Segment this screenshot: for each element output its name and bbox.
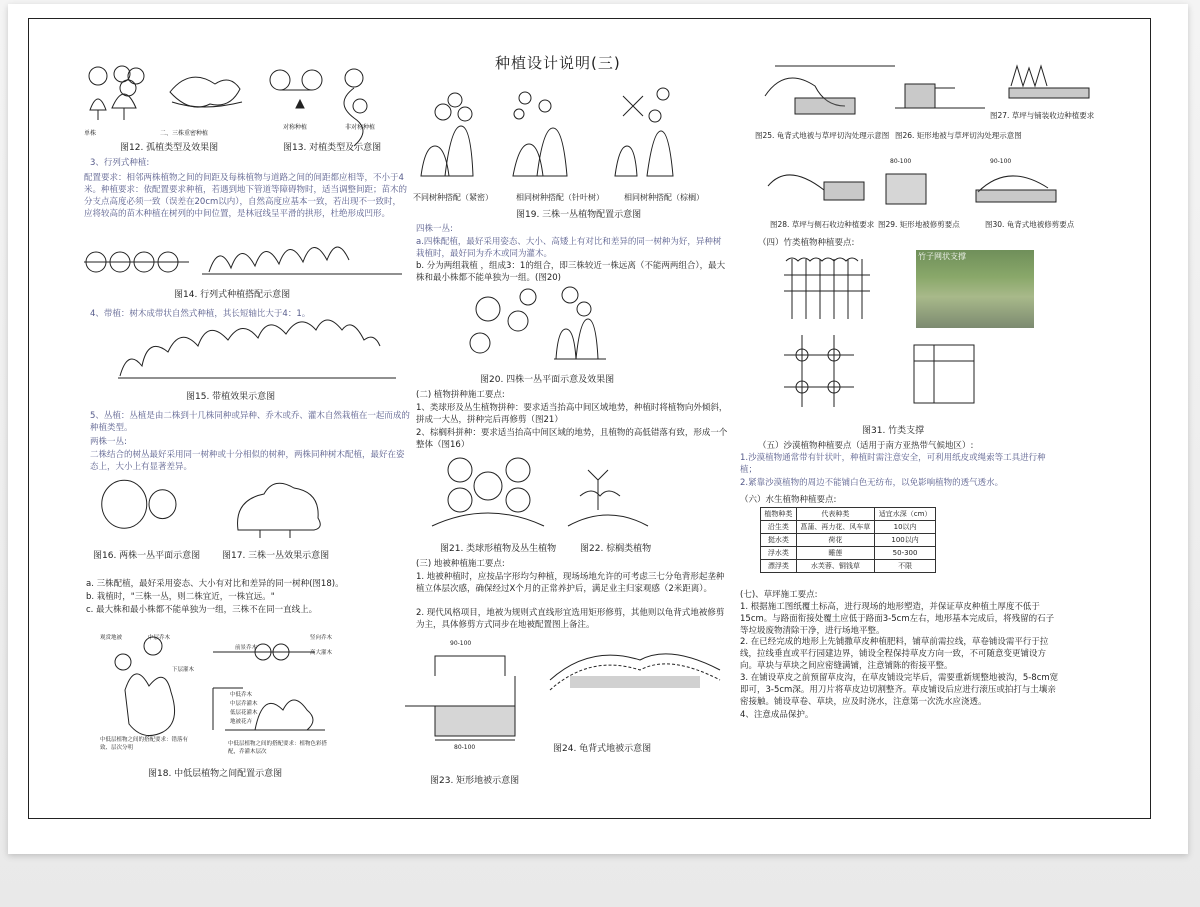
table-row xyxy=(761,547,936,560)
aquatic-cell: 挺水类 xyxy=(761,534,797,547)
fig28-30-drawing xyxy=(768,152,1108,216)
sec4-title: 4、带植：树木成带状自然式种植，其长短轴比大于4：1。 xyxy=(90,309,311,319)
four-b: b. 分为两组栽植 ，组成3：1的组合，即三株较近一株远离（不能两两组合），最大株和最小株都不能单独为一组。(图20) xyxy=(416,261,726,283)
fig13-sublabel-1: 对称种植 xyxy=(283,124,308,131)
fig19-sublabel-3: 相同树种搭配（棕榈） xyxy=(624,193,704,202)
fig20-drawing xyxy=(468,285,608,365)
aquatic-cell: 漂浮类 xyxy=(761,560,797,573)
fig14-drawing xyxy=(84,238,404,278)
fig20-caption: 图20. 四株一丛平面示意及效果图 xyxy=(480,375,615,385)
four-title: 四株一丛: xyxy=(416,224,453,234)
fig19-sublabel-1: 不同树种搭配（紧密） xyxy=(413,193,493,202)
fig27-drawing xyxy=(1005,56,1105,106)
aquatic-table xyxy=(760,507,936,573)
fig30-caption: 图30. 龟背式地被修剪要点 xyxy=(985,220,1075,229)
bamboo-photo-label: 竹子网状支撑 xyxy=(918,252,966,261)
fig14-caption: 图14. 行列式种植搭配示意图 xyxy=(174,290,291,300)
fig15-drawing xyxy=(118,330,398,380)
aquatic-cell: 不限 xyxy=(875,560,936,573)
sec3-body: 配置要求：相邻两株植物之间的间距及每株植物与道路之间的间距都应相等，不小于4米。种植要求：依配置要求种植，若遇到地下管道等障碍物时，适当调整间距；苗木的分支点高度必须一致（误差在20cm以内），自然高度应基本一致，若出现不一致时，应将较高的苗木种植在树列的中间位置，是林冠线呈平滑的拱形，杜绝形成凹形。 xyxy=(84,173,408,219)
sec-two-2: 2、棕榈科拼种：要求适当抬高中间区域的地势，且植物的高低错落有致，形成一个整体（图16） xyxy=(416,428,728,450)
fig16-caption: 图16. 两株一丛平面示意图 xyxy=(93,551,201,561)
fig22-caption: 图22. 棕榈类植物 xyxy=(580,544,652,554)
fig12-sublabel-1: 单株 xyxy=(84,130,97,137)
fig18-label-7: 中低乔木 xyxy=(230,692,253,698)
aquatic-cell: 50-300 xyxy=(875,547,936,560)
sec-six-title: （六）水生植物种植要点: xyxy=(740,495,837,505)
table-row xyxy=(761,534,936,547)
sec-five-1: 1.沙漠植物通常带有针状叶，种植时需注意安全，可利用纸皮或绳索等工具进行种植； xyxy=(740,453,1046,475)
fig31-drawing xyxy=(784,335,1004,417)
fig13-caption: 图13. 对植类型及示意图 xyxy=(283,143,382,153)
sec-three-title: (三) 地被种植施工要点: xyxy=(416,559,505,569)
bamboo-support-drawing xyxy=(784,255,874,327)
aquatic-cell: 睡莲 xyxy=(796,547,874,560)
fig18-note-right: 中低层植物之间的搭配要求：植物色彩搭配，乔灌木层次 xyxy=(228,741,328,755)
fig16-drawing xyxy=(98,485,188,535)
fig26-caption: 图26. 矩形地被与草坪切沟处理示意图 xyxy=(895,131,1022,140)
fig29-dim: 80-100 xyxy=(890,158,912,165)
fig18-label-5: 前景乔木 xyxy=(235,645,258,651)
fig28-caption: 图28. 草坪与侧石收边种植要求 xyxy=(770,220,875,229)
sec-seven-1: 1. 根据施工图纸覆土标高，进行现场的地形塑造，并保证草皮种植土厚度不低于15cm。与路面衔接处覆土应低于路面3-5cm左右，地形基本完成后，将残留的石子等垃圾废物清除干净，进行场地平整。 xyxy=(740,602,1055,636)
sec-three-1: 1. 地被种植时，应按品字形均匀种植，现场场地允许的可考虑三七分龟背形起垄种植立体层次感，确保经过X个月的正常养护后，满足业主归家观感（2米距离）。 xyxy=(416,572,725,594)
sec3-title: 3、行列式种植: xyxy=(90,158,150,168)
fig31-caption: 图31. 竹类支撑 xyxy=(862,426,925,436)
fig18-label-1: 观赏地被 xyxy=(100,635,123,641)
page-title: 种植设计说明(三) xyxy=(495,54,621,72)
fig18-label-9: 低层花灌木 xyxy=(230,710,258,716)
sec-five-title: （五）沙漠植物种植要点（适用于南方亚热带气候地区）: xyxy=(758,441,974,451)
fig17-caption: 图17. 三株一丛效果示意图 xyxy=(222,551,330,561)
fig13-sublabel-2: 非对称种植 xyxy=(345,124,376,131)
sec-four-title: （四）竹类植物种植要点: xyxy=(758,238,855,248)
fig12-sublabel-2: 二、三株重密种植 xyxy=(160,130,209,137)
fig24-caption: 图24. 龟背式地被示意图 xyxy=(553,744,652,754)
sec5-body: 5、丛植：丛植是由二株到十几株同种或异种、乔木或乔、灌木自然栽植在一起而成的种植类型。 xyxy=(90,411,410,433)
fig23-caption: 图23. 矩形地被示意图 xyxy=(430,776,520,786)
aquatic-cell: 沿生类 xyxy=(761,521,797,534)
fig25-drawing xyxy=(755,56,915,126)
sec-five-2: 2.紧靠沙漠植物的周边不能铺白色无纺布，以免影响植物的透气透水。 xyxy=(740,478,1004,488)
fig30-dim: 90-100 xyxy=(990,158,1012,165)
aquatic-cell: 100以内 xyxy=(875,534,936,547)
sec-seven-title: (七)、草坪施工要点: xyxy=(740,590,818,600)
fig18-label-2: 中层乔木 xyxy=(148,635,171,641)
fig18-label-10: 地被花卉 xyxy=(230,719,253,725)
table-row xyxy=(761,560,936,573)
fig17-drawing xyxy=(230,478,330,538)
fig18-label-4: 竖向乔木 xyxy=(310,635,333,641)
fig12-caption: 图12. 孤植类型及效果图 xyxy=(120,143,219,153)
three-a: a. 三株配植，最好采用姿态、大小有对比和差异的同一树种(图18)。 xyxy=(86,579,344,589)
fig23-drawing xyxy=(405,636,555,766)
fig24-drawing xyxy=(550,640,730,730)
sec-three-2: 2. 现代风格项目，地被为规则式直线形宜选用矩形修剪，其他则以龟背式地被修剪为主，具体修剪方式同步在地被配置图上备注。 xyxy=(416,608,725,630)
sec-seven-2: 2. 在已经完成的地形上先铺撒草皮种植肥料，铺草前需拉线，草卷铺设需平行于拉线，拉线垂直或平行园建边界，铺设全程保持草皮方向一致，不可随意变更铺设方向。草块与草块之间应密缝满铺，注意铺陈的衔接平整。 xyxy=(740,637,1049,671)
aquatic-cell: 荷花 xyxy=(796,534,874,547)
two-cluster-title: 两株一丛: xyxy=(90,437,127,447)
fig21-caption: 图21. 类球形植物及丛生植物 xyxy=(440,544,557,554)
sec-seven-3: 3. 在铺设草皮之前预留草皮沟，在草皮铺设完毕后，需要重新规整地被沟，5-8cm宽即可，3-5cm深。用刀片将草皮边切割整齐。草皮铺设后应进行滚压或拍打与土壤亲密接触。铺设草卷、草块，应及时浇水，注意第一次洗水应浇透。 xyxy=(740,673,1059,707)
three-b: b. 栽植时，"三株一丛，则二株宜近，一株宜远。" xyxy=(86,592,275,602)
fig26-drawing xyxy=(895,56,995,126)
fig25-caption: 图25. 龟背式地被与草坪切沟处理示意图 xyxy=(755,131,890,140)
aquatic-header-2: 代表种类 xyxy=(796,508,874,521)
three-c: c. 最大株和最小株都不能单独为一组，三株不在同一直线上。 xyxy=(86,605,318,615)
fig18-caption: 图18. 中低层植物之间配置示意图 xyxy=(148,769,283,779)
aquatic-cell: 水芙蓉、铜钱草 xyxy=(796,560,874,573)
fig18-label-3: 下层灌木 xyxy=(172,667,195,673)
aquatic-cell: 浮水类 xyxy=(761,547,797,560)
fig21-22-drawing xyxy=(432,456,662,532)
sec-two-1: 1、类球形及丛生植物拼种：要求适当抬高中间区域地势，种植时将植物向外倾斜，拼成一大丛，拼种完后再修剪（图21） xyxy=(416,403,728,425)
two-cluster-body: 二株结合的树丛最好采用同一树种或十分相似的树种，两株同种树木配植，最好在姿态上，大小上有显著差异。 xyxy=(90,450,405,472)
fig18-label-8: 中层乔灌木 xyxy=(230,701,258,707)
sec-seven-4: 4、注意成品保护。 xyxy=(740,710,814,720)
table-row xyxy=(761,521,936,534)
aquatic-cell: 10以内 xyxy=(875,521,936,534)
sec-two-title: (二) 植物拼种施工要点: xyxy=(416,390,505,400)
fig19-sublabel-2: 相同树种搭配（针叶树） xyxy=(516,193,604,202)
fig27-caption: 图27. 草坪与铺装收边种植要求 xyxy=(990,111,1095,120)
aquatic-header-3: 适宜水深（cm） xyxy=(875,508,936,521)
fig19-drawing xyxy=(415,86,715,186)
fig23-dim-2: 80-100 xyxy=(454,744,476,751)
fig15-caption: 图15. 带植效果示意图 xyxy=(186,392,276,402)
aquatic-header-1: 植物种类 xyxy=(761,508,797,521)
fig18-note-left: 中低层植物之间的搭配要求：错落有致、层次分明 xyxy=(100,737,189,751)
fig29-caption: 图29. 矩形地被修剪要点 xyxy=(878,220,960,229)
four-a: a.四株配植，最好采用姿态、大小、高矮上有对比和差异的同一树种为好，异种树栽植时，最好同为乔木或同为灌木。 xyxy=(416,237,722,259)
aquatic-cell: 菖蒲、再力花、风车草 xyxy=(796,521,874,534)
fig23-dim-1: 90-100 xyxy=(450,640,472,647)
fig19-caption: 图19. 三株一丛植物配置示意图 xyxy=(516,210,642,220)
fig18-label-6: 高大灌木 xyxy=(310,650,333,656)
fig13-drawing xyxy=(268,68,378,128)
